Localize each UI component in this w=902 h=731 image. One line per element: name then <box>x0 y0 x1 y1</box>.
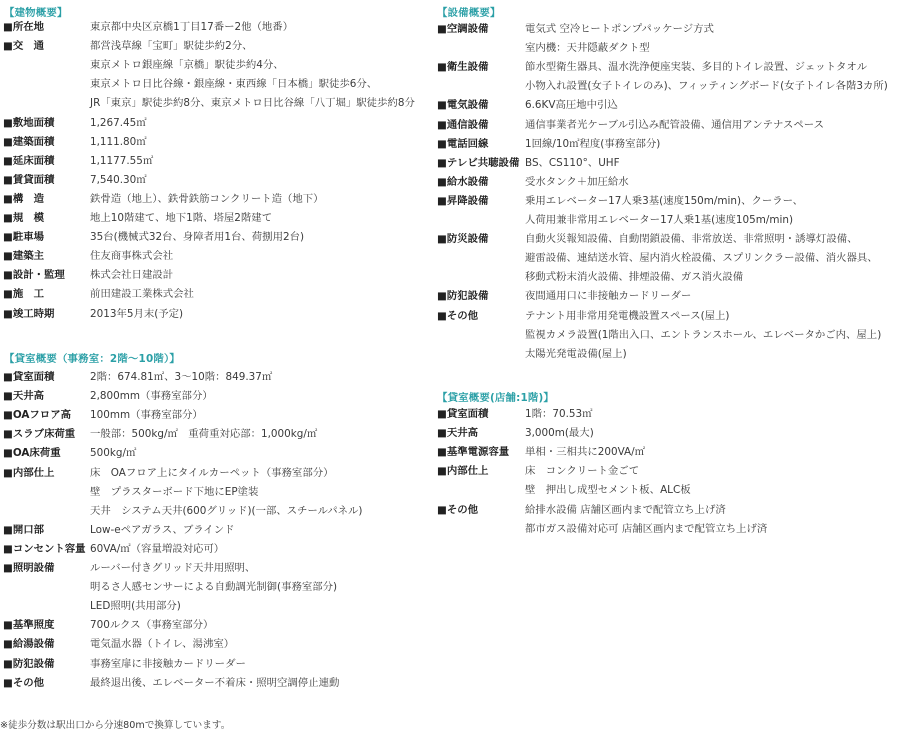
spec-value: 太陽光発電設備(屋上) <box>525 347 627 360</box>
spec-value: ルーバー付きグリッド天井用照明、 <box>90 562 256 574</box>
spec-label: ■コンセント容量 <box>3 542 86 555</box>
spec-label: ■建築主 <box>3 250 44 263</box>
spec-value: 住友商事株式会社 <box>90 250 174 263</box>
spec-value: 1階：70.53㎡ <box>525 408 593 420</box>
equipment-section-title: 【設備概要】 <box>437 7 501 19</box>
spec-label: ■その他 <box>3 676 44 689</box>
spec-label: ■交 通 <box>3 40 44 53</box>
spec-label: ■延床面積 <box>3 154 55 167</box>
spec-label: ■天井高 <box>3 390 44 403</box>
spec-value: 電気式 空冷ヒートポンプパッケージ方式 <box>525 23 714 35</box>
spec-value: 床 コンクリート金ごて <box>525 465 640 478</box>
spec-label: ■駐車場 <box>3 231 44 244</box>
spec-value: 都営浅草線「宝町」駅徒歩約2分、 <box>90 40 253 53</box>
spec-value: 100mm（事務室部分） <box>90 409 203 422</box>
spec-value: 35台(機械式32台、身障者用1台、荷捌用2台) <box>90 231 305 244</box>
spec-label: ■その他 <box>437 503 478 516</box>
spec-value: 2階：674.81㎡、3〜10階：849.37㎡ <box>90 371 273 383</box>
spec-label: ■基準電源容量 <box>437 446 510 459</box>
spec-value: 人荷用兼非常用エレベーター17人乗1基(速度105m/min) <box>525 214 794 226</box>
building-section-title: 【建物概要】 <box>4 7 68 19</box>
spec-label: ■賃貸面積 <box>3 173 55 186</box>
spec-label: ■OAフロア高 <box>3 409 71 422</box>
footnote: ※徒歩分数は駅出口から分速80mで換算しています。 <box>0 720 231 731</box>
spec-label: ■内部仕上 <box>437 465 489 478</box>
spec-label: ■衛生設備 <box>437 61 489 74</box>
spec-label: ■貸室面積 <box>437 408 489 420</box>
spec-value: 一般部：500kg/㎡ 重荷重対応部：1,000kg/㎡ <box>90 428 318 441</box>
spec-value: 株式会社日建設計 <box>90 269 174 282</box>
spec-value: 単相・三相共に200VA/㎡ <box>525 446 646 459</box>
spec-label: ■構 造 <box>3 192 44 205</box>
spec-value: 乗用エレベーター17人乗3基(速度150m/min)、クーラー、 <box>525 194 803 207</box>
spec-label: ■防犯設備 <box>3 657 55 670</box>
spec-label: ■開口部 <box>3 523 44 536</box>
spec-value: 500kg/㎡ <box>90 447 137 460</box>
spec-value: JR「東京」駅徒歩約8分、東京メトロ日比谷線「八丁堀」駅徒歩約8分 <box>90 97 415 110</box>
spec-label: ■建築面積 <box>3 135 55 148</box>
spec-label: ■内部仕上 <box>3 466 55 479</box>
spec-value: 明るさ人感センサーによる自動調光制御(事務室部分) <box>90 581 338 594</box>
office-section-title: 【貸室概要（事務室：2階〜10階）】 <box>4 353 180 365</box>
spec-label: ■規 模 <box>3 212 44 224</box>
spec-value: 夜間通用口に非接触カードリーダー <box>525 290 692 303</box>
spec-value: 床 OAフロア上にタイルカーペット（事務室部分） <box>90 466 334 479</box>
spec-value: 小物入れ設置(女子トイレのみ)、フィッティングボード(女子トイレ各階3カ所) <box>525 80 888 93</box>
spec-value: 鉄骨造（地上）、鉄骨鉄筋コンクリート造（地下） <box>90 192 324 205</box>
spec-value: Low-eペアガラス、ブラインド <box>90 523 235 536</box>
spec-value: 東京都中央区京橋1丁目17番ー2他（地番） <box>90 21 294 33</box>
spec-value: LED照明(共用部分) <box>90 600 181 613</box>
spec-value: 1,1177.55㎡ <box>90 154 154 167</box>
spec-value: 給排水設備 店舗区画内まで配管立ち上げ済 <box>525 503 726 516</box>
spec-value: 最終退出後、エレベーター不着床・照明空調停止連動 <box>90 676 340 689</box>
spec-value: 3,000m(最大) <box>525 427 594 440</box>
spec-label: ■施 工 <box>3 288 44 301</box>
spec-value: 1,111.80㎡ <box>90 135 147 148</box>
spec-value: 東京メトロ日比谷線・銀座線・東西線「日本橋」駅徒歩6分、 <box>90 78 378 91</box>
spec-value: 移動式粉末消火設備、排煙設備、ガス消火設備 <box>525 271 744 284</box>
spec-label: ■貸室面積 <box>3 371 55 383</box>
spec-value: 1回線/10㎡程度(事務室部分) <box>525 137 661 150</box>
spec-value: 地上10階建て、地下1階、塔屋2階建て <box>90 212 273 224</box>
spec-value: 避雷設備、連結送水管、屋内消火栓設備、スプリンクラー設備、消火器具、 <box>525 252 878 265</box>
spec-label: ■天井高 <box>437 427 478 440</box>
spec-value: 電気温水器（トイレ、湯沸室） <box>90 638 235 651</box>
spec-label: ■スラブ床荷重 <box>3 428 76 441</box>
spec-value: 節水型衛生器具、温水洗浄便座実装、多目的トイレ設置、ジェットタオル <box>525 61 868 74</box>
spec-label: ■設計・監理 <box>3 269 65 282</box>
spec-value: 天井 システム天井(600グリッド)(一部、スチールパネル) <box>90 504 363 517</box>
spec-value: 壁 プラスターボード下地にEP塗装 <box>90 485 259 498</box>
spec-label: ■給水設備 <box>437 175 489 188</box>
spec-value: 6.6KV高圧地中引込 <box>525 99 618 112</box>
spec-label: ■防犯設備 <box>437 290 489 303</box>
spec-value: 通信事業者光ケーブル引込み配管設備、通信用アンテナスペース <box>525 118 825 131</box>
spec-value: 60VA/㎡（容量増設対応可） <box>90 542 225 555</box>
spec-label: ■給湯設備 <box>3 638 55 651</box>
spec-label: ■所在地 <box>3 21 44 33</box>
spec-value: 受水タンク＋加圧給水 <box>525 175 629 188</box>
spec-label: ■空調設備 <box>437 23 489 35</box>
spec-label: ■竣工時期 <box>3 307 55 320</box>
spec-label: ■その他 <box>437 309 478 322</box>
spec-label: ■通信設備 <box>437 118 489 131</box>
spec-value: 前田建設工業株式会社 <box>90 288 194 301</box>
spec-value: 東京メトロ銀座線「京橋」駅徒歩約4分、 <box>90 59 284 72</box>
spec-value: 室内機：天井隠蔽ダクト型 <box>525 42 650 55</box>
spec-label: ■照明設備 <box>3 562 55 574</box>
spec-value: 2,800mm（事務室部分） <box>90 390 213 403</box>
spec-label: ■テレビ共聴設備 <box>437 156 520 169</box>
spec-value: 壁 押出し成型セメント板、ALC板 <box>525 484 691 497</box>
spec-value: テナント用非常用発電機設置スペース(屋上) <box>525 309 730 322</box>
spec-label: ■電気設備 <box>437 99 489 112</box>
spec-label: ■基準照度 <box>3 619 55 632</box>
spec-value: 事務室扉に非接触カードリーダー <box>90 657 246 670</box>
spec-value: 7,540.30㎡ <box>90 173 147 186</box>
spec-value: 自動火災報知設備、自動閉鎖設備、非常放送、非常照明・誘導灯設備、 <box>525 233 858 246</box>
spec-value: 都市ガス設備対応可 店舗区画内まで配管立ち上げ済 <box>525 522 768 535</box>
spec-value: 1,267.45㎡ <box>90 116 147 129</box>
spec-value: 2013年5月末(予定) <box>90 307 184 320</box>
spec-label: ■防災設備 <box>437 233 489 246</box>
spec-value: 700ルクス（事務室部分） <box>90 619 214 632</box>
spec-label: ■電話回線 <box>437 137 489 150</box>
spec-value: 監視カメラ設置(1階出入口、エントランスホール、エレベータかご内、屋上) <box>525 328 882 341</box>
spec-label: ■昇降設備 <box>437 194 489 207</box>
store-section-title: 【貸室概要(店舗:1階)】 <box>437 392 554 404</box>
spec-label: ■OA床荷重 <box>3 447 61 460</box>
spec-label: ■敷地面積 <box>3 116 55 129</box>
spec-value: BS、CS110°、UHF <box>525 156 620 169</box>
